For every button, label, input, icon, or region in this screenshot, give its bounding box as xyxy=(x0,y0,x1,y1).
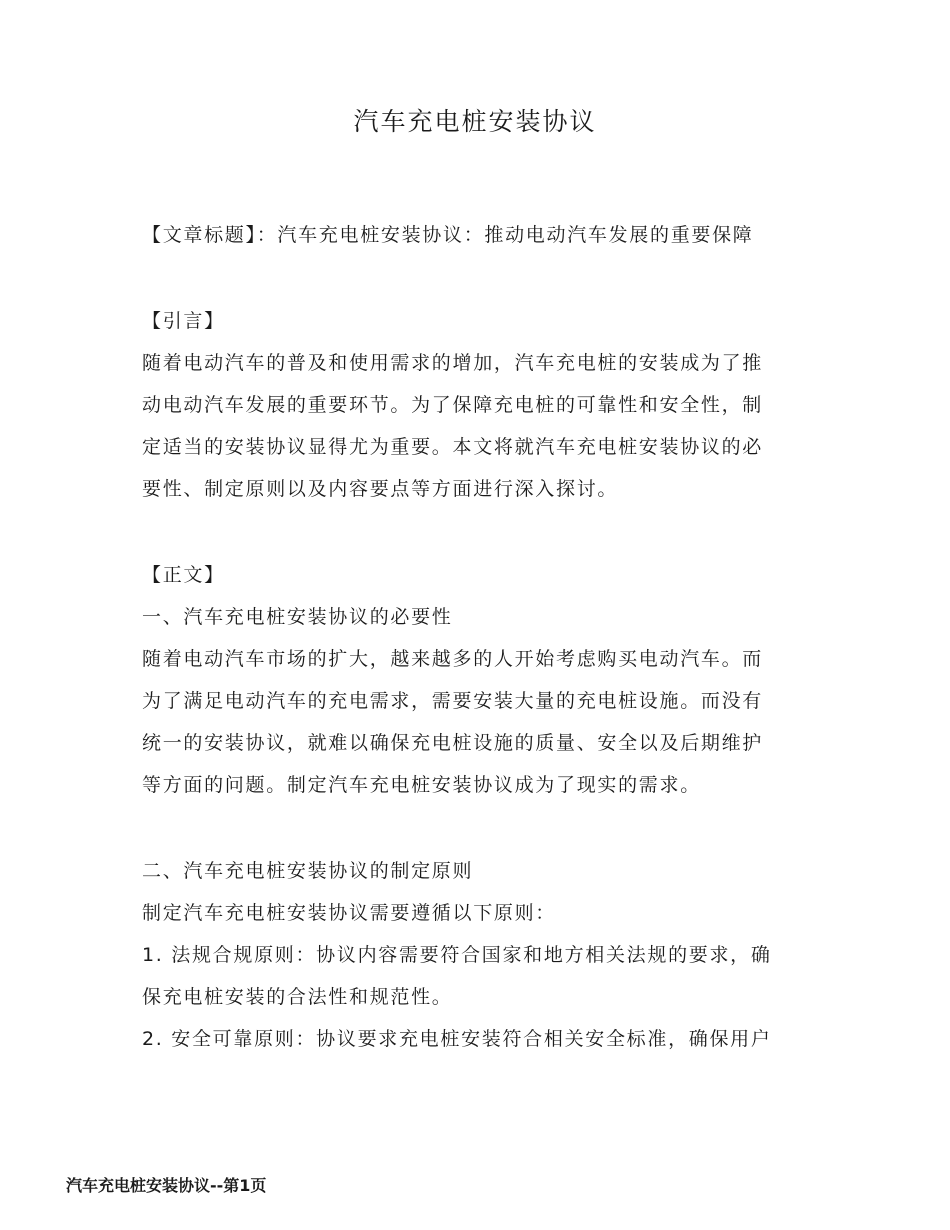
paragraph-line: 要性、制定原则以及内容要点等方面进行深入探讨。 xyxy=(142,478,619,500)
intro-label: 【引言】 xyxy=(142,310,225,332)
paragraph-line: 制定汽车充电桩安装协议需要遵循以下原则： xyxy=(142,902,557,924)
document-body xyxy=(142,214,802,1060)
paragraph-line: 随着电动汽车市场的扩大，越来越多的人开始考虑购买电动汽车。而 xyxy=(142,648,764,670)
article-heading: 【文章标题】：汽车充电桩安装协议：推动电动汽车发展的重要保障 xyxy=(142,224,754,246)
paragraph-line: 统一的安装协议，就难以确保充电桩设施的质量、安全以及后期维护 xyxy=(142,732,764,754)
spacer xyxy=(142,256,802,300)
page-footer: 汽车充电桩安装协议--第1页 xyxy=(66,1176,267,1195)
list-item-line: 2. 安全可靠原则：协议要求充电桩安装符合相关安全标准，确保用户 xyxy=(142,1028,772,1050)
paragraph-line: 随着电动汽车的普及和使用需求的增加，汽车充电桩的安装成为了推 xyxy=(142,352,764,374)
paragraph-line: 等方面的问题。制定汽车充电桩安装协议成为了现实的需求。 xyxy=(142,774,701,796)
list-item-line: 保充电桩安装的合法性和规范性。 xyxy=(142,986,453,1008)
section-heading: 二、汽车充电桩安装协议的制定原则 xyxy=(142,860,474,882)
paragraph-line: 为了满足电动汽车的充电需求，需要安装大量的充电桩设施。而没有 xyxy=(142,690,764,712)
paragraph-line: 定适当的安装协议显得尤为重要。本文将就汽车充电桩安装协议的必 xyxy=(142,436,764,458)
body-label: 【正文】 xyxy=(142,564,225,586)
page-title: 汽车充电桩安装协议 xyxy=(353,107,597,136)
spacer xyxy=(142,510,802,554)
paragraph-line: 动电动汽车发展的重要环节。为了保障充电桩的可靠性和安全性，制 xyxy=(142,394,764,416)
list-item-line: 1. 法规合规原则：协议内容需要符合国家和地方相关法规的要求，确 xyxy=(142,944,772,966)
spacer xyxy=(142,806,802,850)
section-heading: 一、汽车充电桩安装协议的必要性 xyxy=(142,606,453,628)
